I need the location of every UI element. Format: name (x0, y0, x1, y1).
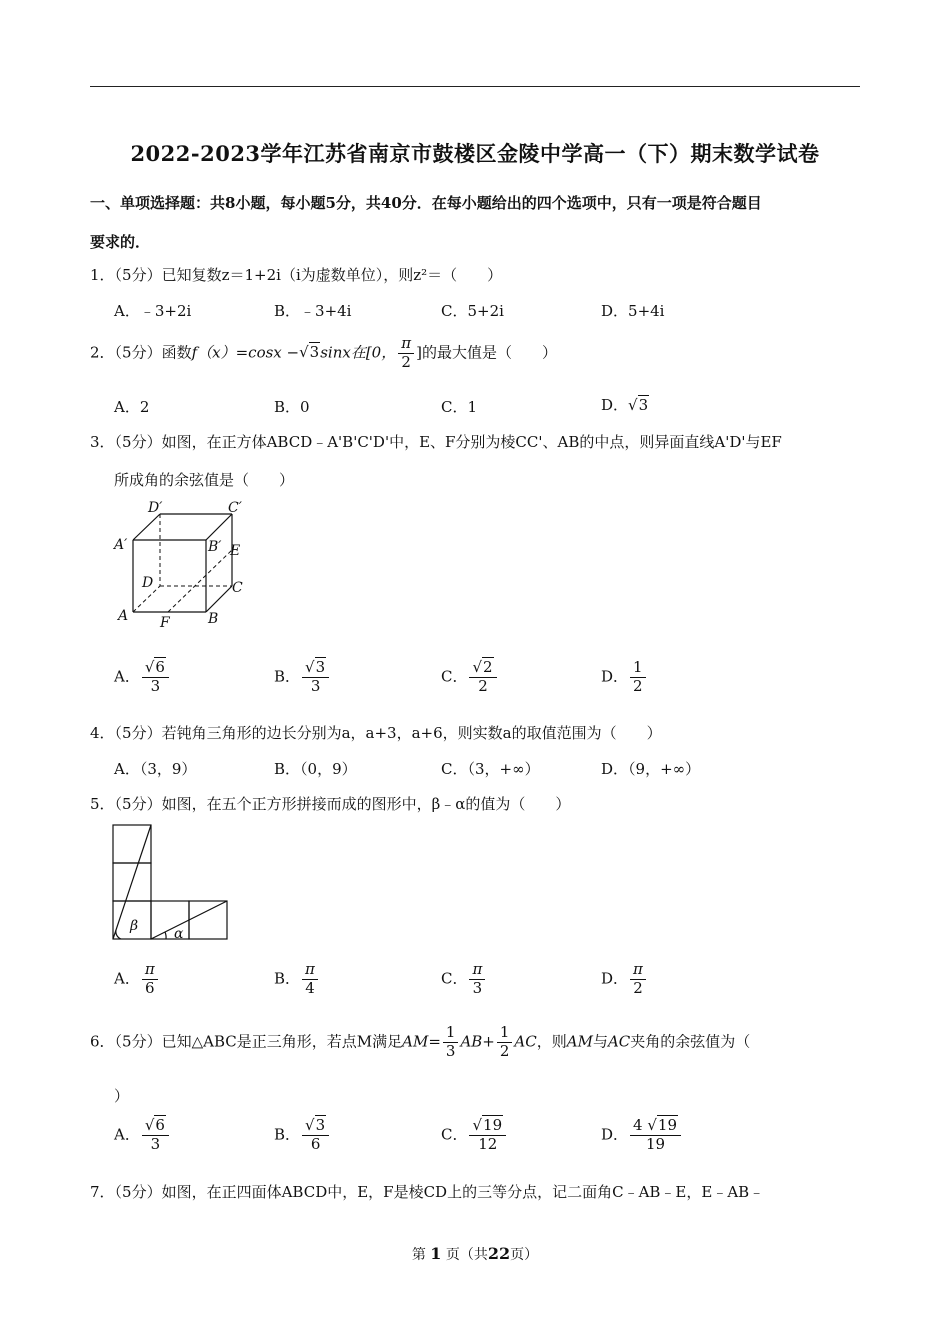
section-heading-line1: 一、单项选择题：共8小题，每小题5分，共40分．在每小题给出的四个选项中，只有一项是符合题目 (90, 194, 762, 212)
q3-label-a: A (118, 608, 129, 624)
q4-option-d: D．（9，+∞） (601, 760, 701, 778)
q6-option-c: C． $\frac{√19}{12}$ (441, 1118, 508, 1153)
q2-stem-post: ]的最大值是（ ） (416, 343, 557, 362)
q3-option-d: D． $\frac{1}{2}$ (601, 660, 648, 695)
q2-option-a: A．2 (114, 398, 150, 416)
q3-stem-line2: 所成角的余弦值是（ ） (114, 471, 295, 489)
q5-label-beta: β (130, 918, 139, 934)
q5-squares-diagram (108, 820, 238, 946)
q6-stem-pre: 6．（5分）已知△ABC是正三角形，若点M满足 (90, 1032, 403, 1051)
q3-label-a1: A′ (114, 537, 128, 553)
q2-option-b: B．0 (274, 398, 310, 416)
q3-label-d1: D′ (148, 500, 163, 516)
q4-option-c: C．（3，+∞） (441, 760, 540, 778)
section-heading-line2: 要求的． (90, 233, 151, 251)
q1-stem: 1．（5分）已知复数z＝1+2i（i为虚数单位），则z²＝（ ） (90, 266, 503, 284)
page-total: 22 (487, 1244, 511, 1263)
q2-frac: $\frac{\pi}{2}$ (398, 336, 414, 371)
q3-label-c1: C′ (228, 500, 242, 516)
q5-label-alpha: α (174, 926, 184, 942)
q3-label-d: D (142, 575, 154, 591)
q6-vec-am: AM (402, 1032, 429, 1051)
q4-stem: 4．（5分）若钝角三角形的边长分别为a，a+3，a+6，则实数a的取值范围为（ ） (90, 724, 662, 742)
q6-vec-ac2: AC (607, 1032, 631, 1051)
q6-frac1: $\frac{1}{3}$ (443, 1025, 459, 1060)
q3-cube-diagram (108, 494, 258, 634)
q6-stem: 6．（5分）已知△ABC是正三角形，若点M满足AM= $\frac{1}{3}$ AB+ $\frac{1}{2}$ AC，则AM与AC夹角的余弦值为（ (90, 1023, 751, 1060)
q6-option-d: D． $\frac{4 √19}{19}$ (601, 1118, 683, 1153)
q3-option-a: A． $\frac{√6}{3}$ (114, 660, 171, 695)
q6-stem-line2: ） (114, 1087, 130, 1105)
q2-option-d: D．√3 (601, 396, 649, 414)
q3-label-e: E (230, 543, 241, 559)
q1-option-b: B．﹣3+4i (274, 302, 352, 320)
q5-option-d: D． $\frac{\pi}{2}$ (601, 962, 648, 997)
q2-stem-mid: sinx在[0， (320, 343, 397, 362)
q1-option-c: C．5+2i (441, 302, 504, 320)
q2-option-c: C．1 (441, 398, 478, 416)
q6-vec-am2: AM (566, 1032, 593, 1051)
page-number: 1 (430, 1244, 442, 1263)
page-footer: 第 1 页（共22页） (411, 1244, 539, 1263)
page-title: 2022-2023学年江苏省南京市鼓楼区金陵中学高一（下）期末数学试卷 (130, 141, 820, 166)
q5-stem: 5．（5分）如图，在五个正方形拼接而成的图形中，β﹣α的值为（ ） (90, 795, 571, 813)
q5-option-b: B． $\frac{\pi}{4}$ (274, 962, 320, 997)
q4-option-a: A．（3，9） (114, 760, 197, 778)
q6-frac2: $\frac{1}{2}$ (497, 1025, 513, 1060)
q3-stem-line1: 3．（5分）如图，在正方体ABCD﹣A'B'C'D'中，E、F分别为棱CC'、AB的中点，则异面直线A'D'与EF (90, 433, 782, 451)
q2-sqrt: √3 (299, 343, 320, 362)
q1-option-a: A．﹣3+2i (114, 302, 192, 320)
q3-label-c: C (232, 580, 243, 596)
q5-option-a: A． $\frac{\pi}{6}$ (114, 962, 160, 997)
q5-option-c: C． $\frac{\pi}{3}$ (441, 962, 487, 997)
q6-option-a: A． $\frac{√6}{3}$ (114, 1118, 171, 1153)
q3-label-b1: B′ (208, 539, 222, 555)
q2-func: f（x）=cosx − (191, 343, 300, 362)
q3-label-f: F (160, 615, 170, 631)
q6-vec-ab: AB (460, 1032, 483, 1051)
q6-option-b: B． $\frac{√3}{6}$ (274, 1118, 331, 1153)
q2-stem (90, 336, 557, 371)
q3-option-b: B． $\frac{√3}{3}$ (274, 660, 331, 695)
q3-option-c: C． $\frac{√2}{2}$ (441, 660, 499, 695)
q7-stem: 7．（5分）如图，在正四面体ABCD中，E，F是棱CD上的三等分点，记二面角C﹣AB﹣E，E﹣AB﹣ (90, 1183, 765, 1201)
header-rule (90, 86, 860, 87)
q6-vec-ac: AC (514, 1032, 537, 1051)
q3-label-b: B (208, 611, 219, 627)
q1-option-d: D．5+4i (601, 302, 665, 320)
q4-option-b: B．（0，9） (274, 760, 357, 778)
q2-stem-pre: 2．（5分）函数 (90, 343, 192, 362)
